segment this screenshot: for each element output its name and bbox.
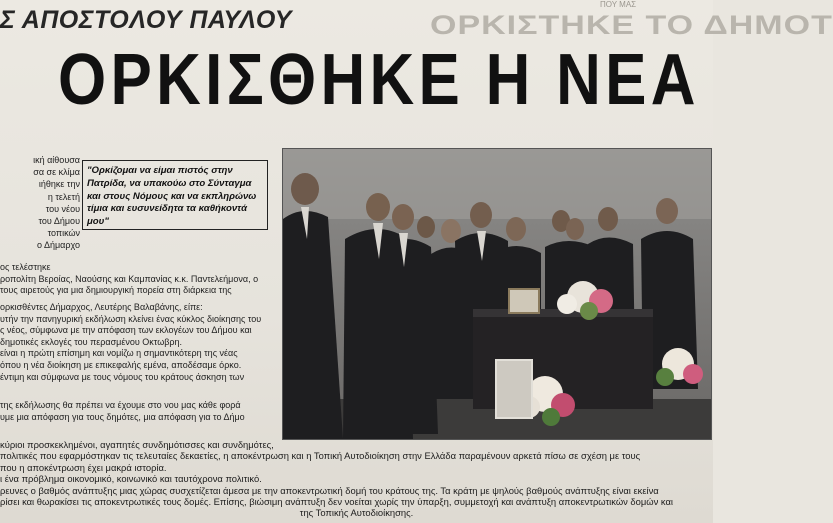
para-line: ορκισθέντες Δήμαρχος, Λευτέρης Βαλαβάνης, είπε:: [0, 302, 203, 312]
para-line: είναι η πρώτη επίσημη και νομίζω η σημαντικότερη της νέας: [0, 348, 238, 359]
para-line: τους αιρετούς για μια δημιουργική πορεία στη διάρκεια της: [0, 285, 232, 296]
left-line: ιήθηκε την: [38, 179, 80, 190]
left-line: η τελετή: [47, 191, 80, 202]
left-line: ική αίθουσα: [33, 155, 80, 165]
para-line: έντιμη και σύμφωνα με τους νόμους του κράτους άσκηση των: [0, 371, 245, 382]
para-line: ς νέος, σύμφωνα με την απόφαση των εκλογέων του Δήμου και: [0, 325, 252, 336]
left-line: του νέου: [45, 203, 80, 214]
oath-quote-box: "Ορκίζομαι να είμαι πιστός στην Πατρίδα, να υπακούω στο Σύνταγμα και στους Νόμους και να εκπληρώνω τίμια και ευσυνείδητα τα καθήκοντά μου": [82, 160, 268, 230]
paragraph-2: [0, 302, 280, 383]
para-line: υτήν την πανηγυρική εκδήλωση κλείνει ένας κύκλος διοίκησης του: [0, 313, 262, 324]
bottom-line: που η αποκέντρωση έχει μακρά ιστορία.: [0, 461, 167, 473]
left-line: σα σε κλίμα: [33, 167, 80, 178]
bottom-line: πολιτικές που εφαρμόστηκαν τις τελευταίες δεκαετίες, η αποκέντρωση και η Τοπική Αυτοδιοίκηση στην Ελλάδα παραμένουν αρκετά πίσω σε σχέση με τους: [0, 450, 641, 462]
para-line: της εκδήλωσης θα πρέπει να έχουμε στο νου μας κάθε φορά: [0, 400, 241, 410]
para-line: ροπολίτη Βεροίας, Ναούσης και Καμπανίας κ.κ. Παντελεήμονα, ο: [0, 273, 259, 284]
bottom-line: ρευνες ο βαθμός ανάπτυξης μιας χώρας συσχετίζεται άμεσα με την αποκεντρωτική δομή του κράτους της. Τα κράτη με ψηλούς βαθμούς ανάπτυξης είναι εκείνα: [0, 484, 659, 496]
paragraph-1: [0, 262, 280, 297]
para-line: δημοτικές εκλογές του περασμένου Οκτωβρη.: [0, 336, 183, 347]
para-line: όπου η νέα διοίκηση με επικεφαλής εμένα, αποδέσαμε όρκο.: [0, 359, 242, 370]
left-line: τοπικών: [47, 228, 80, 239]
main-headline: ΟΡΚΙΣΘΗΚΕ Η ΝΕΑ: [58, 40, 700, 120]
left-line: ο Δήμαρχο: [36, 240, 80, 251]
left-column-text: [0, 154, 80, 252]
para-line: ος τελέστηκε: [0, 262, 51, 272]
faded-header-text: ΠΟΥ ΜΑΣ: [600, 0, 637, 9]
bottom-text-block: [0, 439, 713, 519]
bottom-line: ρίσει και θωρακίσει τις αποκεντρωτικές τους δομές. Επίσης, βιώσιμη ανάπτυξη δεν νοείται χωρίς την ύπαρξη, συμμετοχή και ανάπτυξη αποκεντρωτικών δομών και: [0, 496, 673, 508]
left-line: του Δήμου: [38, 216, 80, 227]
bottom-line: της Τοπικής Αυτοδιοίκησης.: [299, 507, 414, 519]
kicker-line: Σ ΑΠΟΣΤΟΛΟΥ ΠΑΥΛΟΥ: [0, 6, 292, 34]
ceremony-photo-illustration: [283, 149, 711, 439]
bleed-through-headline: ΟΡΚΙΣΤΗΚΕ ΤΟ ΔΗΜΟΤ: [430, 10, 833, 41]
paragraph-3: [0, 400, 280, 423]
bottom-line: κύριοι προσκεκλημένοι, αγαπητές συνδημότισσες και συνδημότες,: [0, 439, 274, 450]
bottom-line: ι ένα πρόβλημα οικονομικό, κοινωνικό και ταυτόχρονα πολιτικό.: [0, 473, 262, 485]
para-line: υμε μια απόφαση για τους δημότες, μια απόφαση για το Δήμο: [0, 411, 245, 422]
ceremony-photo: [282, 148, 712, 440]
